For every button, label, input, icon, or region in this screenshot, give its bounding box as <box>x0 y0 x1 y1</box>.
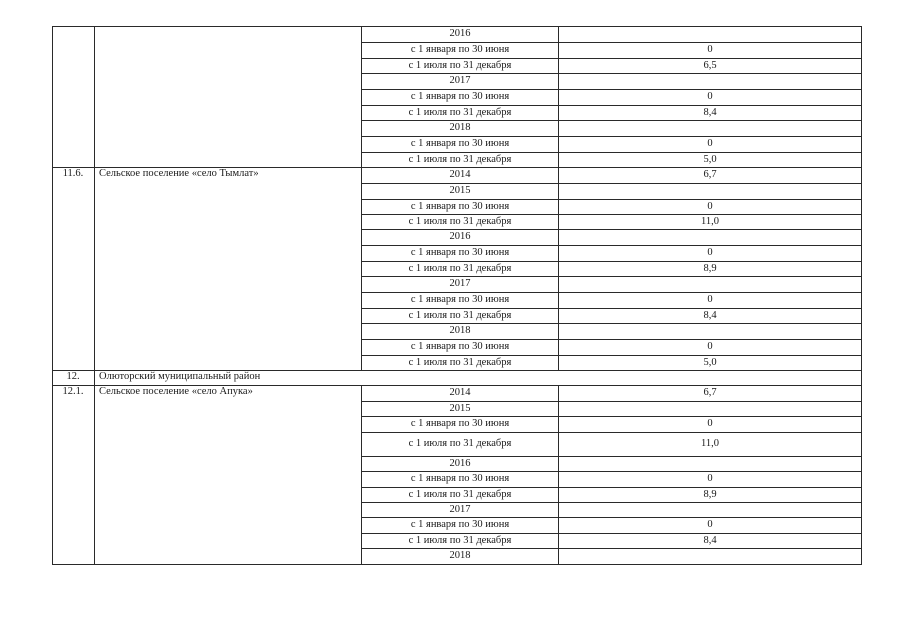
settlement-name-cell <box>99 245 359 261</box>
table-rule-horizontal <box>361 355 862 356</box>
period-label: с 1 июля по 31 декабря <box>408 488 512 500</box>
table-rule-horizontal <box>361 276 862 277</box>
row-number-cell <box>52 136 94 152</box>
table-rule-horizontal <box>361 471 862 472</box>
tariff-value: 8,9 <box>703 262 717 274</box>
table-row <box>52 292 861 308</box>
period-label-cell <box>362 308 558 323</box>
period-label: с 1 июля по 31 декабря <box>408 215 512 227</box>
period-label: с 1 июля по 31 декабря <box>408 262 512 274</box>
row-number: 12. <box>66 371 80 382</box>
period-label: с 1 января по 30 июня <box>410 472 510 484</box>
tariff-value: 0 <box>707 472 713 484</box>
row-number-cell <box>52 487 94 502</box>
settlement-name-cell <box>99 355 359 370</box>
settlement-name-cell <box>99 152 359 167</box>
table-rule-horizontal <box>52 564 862 565</box>
settlement-name-cell <box>99 401 359 416</box>
period-label-cell <box>362 183 558 199</box>
table-row <box>52 105 861 120</box>
tariff-value-cell <box>559 58 861 73</box>
table-rule-horizontal <box>361 152 862 153</box>
table-row <box>52 42 861 58</box>
tariff-value-cell <box>559 308 861 323</box>
period-label-cell <box>362 136 558 152</box>
table-rule-vertical <box>861 26 862 565</box>
table-rule-horizontal <box>361 136 862 137</box>
tariff-value: 6,5 <box>703 59 717 71</box>
settlement-name-cell <box>99 502 359 517</box>
row-number-cell <box>52 401 94 416</box>
tariff-value-cell <box>559 548 861 564</box>
tariff-value-cell <box>559 199 861 214</box>
tariff-value-cell <box>559 73 861 89</box>
table-rule-horizontal <box>361 214 862 215</box>
period-label: с 1 июля по 31 декабря <box>408 59 512 71</box>
table-row <box>52 276 861 292</box>
tariff-value-cell <box>559 401 861 416</box>
table-row <box>52 401 861 416</box>
period-label: 2018 <box>449 324 471 336</box>
row-number-cell <box>52 245 94 261</box>
row-number-cell <box>52 416 94 432</box>
table-row <box>52 548 861 564</box>
tariff-value-cell <box>559 245 861 261</box>
settlement-name-cell <box>99 456 359 471</box>
table-row <box>52 73 861 89</box>
row-number-cell <box>52 323 94 339</box>
period-label-cell <box>362 292 558 308</box>
settlement-name-cell <box>99 308 359 323</box>
table-rule-horizontal <box>52 167 862 168</box>
table-rule-vertical <box>558 26 559 371</box>
tariff-value-cell <box>559 416 861 432</box>
tariff-value-cell <box>559 471 861 487</box>
table-rule-horizontal <box>361 456 862 457</box>
period-label: с 1 июля по 31 декабря <box>408 437 512 449</box>
tariff-value-cell <box>559 183 861 199</box>
tariff-value: 0 <box>707 90 713 102</box>
settlement-name-cell <box>99 487 359 502</box>
period-label-cell <box>362 199 558 214</box>
period-label: с 1 января по 30 июня <box>410 293 510 305</box>
row-number-cell <box>52 214 94 229</box>
row-number-cell <box>52 355 94 370</box>
table-row <box>52 385 861 401</box>
period-label-cell <box>362 167 558 183</box>
period-label-cell <box>362 548 558 564</box>
period-label: 2017 <box>449 277 471 289</box>
table-row <box>52 89 861 105</box>
row-number-cell <box>52 385 94 401</box>
settlement-name: Олюторский муниципальный район <box>99 371 261 382</box>
table-rule-horizontal <box>361 120 862 121</box>
tariff-value: 0 <box>707 293 713 305</box>
table-row <box>52 432 861 456</box>
table-rule-horizontal <box>52 26 862 27</box>
tariff-value-cell <box>559 502 861 517</box>
period-label: с 1 января по 30 июня <box>410 90 510 102</box>
row-number: 12.1. <box>62 386 84 397</box>
table-row <box>52 26 861 42</box>
period-label: 2014 <box>449 386 471 398</box>
settlement-name: Сельское поселение «село Тымлат» <box>99 168 259 179</box>
period-label: с 1 июля по 31 декабря <box>408 534 512 546</box>
table-rule-vertical <box>361 26 362 371</box>
row-number-cell <box>52 456 94 471</box>
table-row <box>52 120 861 136</box>
table-row <box>52 58 861 73</box>
period-label-cell <box>362 73 558 89</box>
tariff-value-cell <box>559 355 861 370</box>
period-label-cell <box>362 487 558 502</box>
period-label-cell <box>362 26 558 42</box>
row-number-cell <box>52 432 94 456</box>
table-rule-horizontal <box>361 73 862 74</box>
table-row <box>52 199 861 214</box>
row-number-cell <box>52 292 94 308</box>
period-label: с 1 января по 30 июня <box>410 417 510 429</box>
table-row <box>52 136 861 152</box>
period-label-cell <box>362 456 558 471</box>
row-number-cell <box>52 548 94 564</box>
period-label-cell <box>362 58 558 73</box>
table-row <box>52 339 861 355</box>
tariff-value-cell <box>559 26 861 42</box>
settlement-name-cell <box>99 323 359 339</box>
period-label-cell <box>362 105 558 120</box>
settlement-name-cell <box>99 416 359 432</box>
table-rule-horizontal <box>361 548 862 549</box>
row-number-cell <box>52 120 94 136</box>
tariff-value-cell <box>559 214 861 229</box>
period-label-cell <box>362 502 558 517</box>
tariff-value: 0 <box>707 200 713 212</box>
period-label-cell <box>362 245 558 261</box>
table-row <box>52 183 861 199</box>
settlement-name-cell <box>99 136 359 152</box>
table-rule-horizontal <box>361 42 862 43</box>
settlement-name-cell <box>99 370 359 385</box>
table-row <box>52 355 861 370</box>
period-label: с 1 января по 30 июня <box>410 246 510 258</box>
tariff-value: 8,9 <box>703 488 717 500</box>
table-rule-horizontal <box>361 487 862 488</box>
settlement-name-cell <box>99 167 359 183</box>
table-rule-vertical <box>94 26 95 565</box>
row-number-cell <box>52 276 94 292</box>
table-rule-horizontal <box>361 416 862 417</box>
period-label-cell <box>362 42 558 58</box>
table-rule-vertical <box>52 26 53 565</box>
tariff-value: 5,0 <box>703 356 717 368</box>
period-label: с 1 января по 30 июня <box>410 518 510 530</box>
settlement-name-cell <box>99 229 359 245</box>
period-label-cell <box>362 339 558 355</box>
period-label-cell <box>362 261 558 276</box>
row-number-cell <box>52 73 94 89</box>
settlement-name-cell <box>99 120 359 136</box>
tariff-value-cell <box>559 385 861 401</box>
table-row <box>52 323 861 339</box>
period-label: 2016 <box>449 27 471 39</box>
table-row <box>52 308 861 323</box>
tariff-value: 11,0 <box>701 437 719 449</box>
period-label-cell <box>362 432 558 456</box>
tariff-value: 6,7 <box>703 168 717 180</box>
tariff-value: 6,7 <box>703 386 717 398</box>
period-label-cell <box>362 229 558 245</box>
settlement-name-cell <box>99 533 359 548</box>
table-rule-vertical <box>361 385 362 565</box>
row-number-cell <box>52 308 94 323</box>
period-label-cell <box>362 323 558 339</box>
settlement-name-cell <box>99 183 359 199</box>
period-label-cell <box>362 89 558 105</box>
tariff-value-cell <box>559 339 861 355</box>
tariff-value-cell <box>559 120 861 136</box>
period-label: с 1 июля по 31 декабря <box>408 309 512 321</box>
tariff-value: 0 <box>707 246 713 258</box>
row-number-cell <box>52 58 94 73</box>
table-row <box>52 261 861 276</box>
table-row <box>52 229 861 245</box>
table-row <box>52 487 861 502</box>
table-row <box>52 471 861 487</box>
table-rule-horizontal <box>361 229 862 230</box>
row-number-cell <box>52 183 94 199</box>
period-label: 2017 <box>449 74 471 86</box>
settlement-name-cell <box>99 214 359 229</box>
table-row <box>52 167 861 183</box>
settlement-name-cell <box>99 105 359 120</box>
table-rule-horizontal <box>361 199 862 200</box>
table-rule-horizontal <box>361 105 862 106</box>
settlement-name-cell <box>99 73 359 89</box>
row-number-cell <box>52 42 94 58</box>
row-number-cell <box>52 26 94 42</box>
period-label-cell <box>362 401 558 416</box>
settlement-name-cell <box>99 385 359 401</box>
settlement-name-cell <box>99 292 359 308</box>
settlement-name-cell <box>99 199 359 214</box>
tariff-value-cell <box>559 105 861 120</box>
period-label: 2015 <box>449 184 471 196</box>
tariff-value-cell <box>559 487 861 502</box>
period-label: с 1 января по 30 июня <box>410 200 510 212</box>
period-label-cell <box>362 355 558 370</box>
settlement-name-cell <box>99 42 359 58</box>
period-label-cell <box>362 533 558 548</box>
settlement-name-cell <box>99 58 359 73</box>
period-label-cell <box>362 385 558 401</box>
table-row <box>52 214 861 229</box>
period-label-cell <box>362 370 558 385</box>
tariff-value-cell <box>559 261 861 276</box>
tariff-value-cell <box>559 89 861 105</box>
row-number-cell <box>52 339 94 355</box>
tariff-value-cell <box>559 517 861 533</box>
table-rule-horizontal <box>361 58 862 59</box>
settlement-name: Сельское поселение «село Апука» <box>99 386 253 397</box>
row-number-cell <box>52 105 94 120</box>
tariff-value: 0 <box>707 518 713 530</box>
tariff-value-cell <box>559 136 861 152</box>
period-label: с 1 июля по 31 декабря <box>408 153 512 165</box>
row-number-cell <box>52 517 94 533</box>
period-label: 2018 <box>449 549 471 561</box>
table-row <box>52 517 861 533</box>
table-rule-horizontal <box>361 245 862 246</box>
tariff-value-cell <box>559 292 861 308</box>
tariff-value-cell <box>559 42 861 58</box>
row-number-cell <box>52 167 94 183</box>
table-row <box>52 416 861 432</box>
tariff-value: 8,4 <box>703 106 717 118</box>
tariff-value-cell <box>559 276 861 292</box>
table-rule-horizontal <box>361 261 862 262</box>
table-row <box>52 245 861 261</box>
tariff-value-cell <box>559 323 861 339</box>
period-label-cell <box>362 471 558 487</box>
tariff-value-cell <box>559 456 861 471</box>
period-label-cell <box>362 517 558 533</box>
tariff-value: 0 <box>707 43 713 55</box>
table-rule-horizontal <box>361 502 862 503</box>
tariff-value-cell <box>559 229 861 245</box>
settlement-name-cell <box>99 339 359 355</box>
row-number-cell <box>52 152 94 167</box>
table-rule-horizontal <box>361 339 862 340</box>
period-label-cell <box>362 152 558 167</box>
row-number-cell <box>52 199 94 214</box>
table-row <box>52 370 861 385</box>
tariff-value: 0 <box>707 340 713 352</box>
period-label: 2014 <box>449 168 471 180</box>
tariff-value: 8,4 <box>703 309 717 321</box>
period-label: 2016 <box>449 457 471 469</box>
tariff-value-cell <box>559 533 861 548</box>
period-label: с 1 января по 30 июня <box>410 137 510 149</box>
settlement-name-cell <box>99 276 359 292</box>
row-number-cell <box>52 229 94 245</box>
tariff-value: 0 <box>707 137 713 149</box>
tariff-value-cell <box>559 370 861 385</box>
period-label: 2015 <box>449 402 471 414</box>
tariff-value-cell <box>559 167 861 183</box>
settlement-name-cell <box>99 26 359 42</box>
table-rule-horizontal <box>361 432 862 433</box>
tariff-value: 8,4 <box>703 534 717 546</box>
table-rule-horizontal <box>361 292 862 293</box>
period-label: с 1 июля по 31 декабря <box>408 106 512 118</box>
tariff-value: 5,0 <box>703 153 717 165</box>
row-number-cell <box>52 533 94 548</box>
table-rule-horizontal <box>52 385 862 386</box>
table-rule-horizontal <box>52 370 862 371</box>
period-label-cell <box>362 416 558 432</box>
table-rule-horizontal <box>361 89 862 90</box>
settlement-name-cell <box>99 548 359 564</box>
tariff-value: 0 <box>707 417 713 429</box>
row-number-cell <box>52 471 94 487</box>
tariff-value: 11,0 <box>701 215 719 227</box>
table-rule-horizontal <box>361 517 862 518</box>
settlement-name-cell <box>99 432 359 456</box>
row-number-cell <box>52 89 94 105</box>
tariff-value-cell <box>559 152 861 167</box>
table-rule-vertical <box>558 385 559 565</box>
table-row <box>52 502 861 517</box>
period-label-cell <box>362 120 558 136</box>
row-number-cell <box>52 502 94 517</box>
tariff-value-cell <box>559 432 861 456</box>
settlement-name-cell <box>99 517 359 533</box>
period-label: с 1 июля по 31 декабря <box>408 356 512 368</box>
table-rule-horizontal <box>361 533 862 534</box>
table-row <box>52 533 861 548</box>
settlement-name-cell <box>99 471 359 487</box>
period-label-cell <box>362 276 558 292</box>
period-label: 2017 <box>449 503 471 515</box>
settlement-name-cell <box>99 261 359 276</box>
table-rule-horizontal <box>361 183 862 184</box>
period-label-cell <box>362 214 558 229</box>
period-label: 2018 <box>449 121 471 133</box>
table-rule-horizontal <box>361 323 862 324</box>
table-row <box>52 152 861 167</box>
table-rule-horizontal <box>361 308 862 309</box>
period-label: 2016 <box>449 230 471 242</box>
period-label: с 1 января по 30 июня <box>410 340 510 352</box>
table-rule-horizontal <box>361 401 862 402</box>
settlement-name-cell <box>99 89 359 105</box>
table-row <box>52 456 861 471</box>
row-number-cell <box>52 370 94 385</box>
row-number-cell <box>52 261 94 276</box>
row-number: 11.6. <box>62 168 84 179</box>
period-label: с 1 января по 30 июня <box>410 43 510 55</box>
